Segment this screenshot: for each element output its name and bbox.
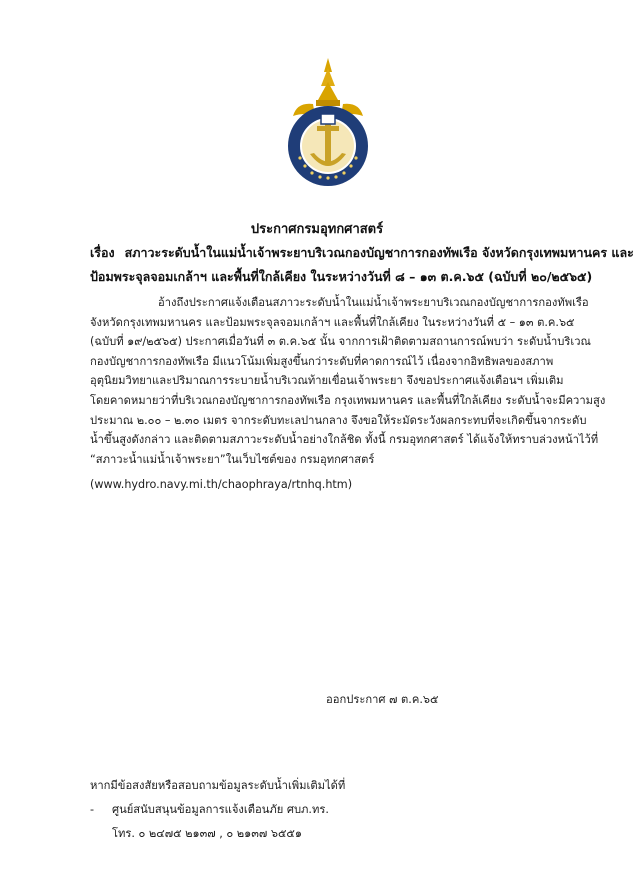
contact-center: ศูนย์สนับสนุนข้อมูลการแจ้งเตือนภัย ศบภ.ทร. bbox=[112, 803, 329, 816]
website-url: (www.hydro.navy.mi.th/chaophraya/rtnhq.htm) bbox=[90, 478, 353, 491]
issue-date: ออกประกาศ ๗ ต.ค.๖๕ bbox=[326, 693, 439, 706]
announcement-subject bbox=[90, 241, 634, 289]
subject-line-2: ป้อมพระจุลจอมเกล้าฯ และพื้นที่ใกล้เคียง ในระหว่างวันที่ ๘ – ๑๓ ต.ค.๖๕ (ฉบับที่ ๒๐/๒๕๖๕) bbox=[90, 269, 593, 284]
body-line: น้ำขึ้นสูงดังกล่าว และติดตามสภาวะระดับน้ำอย่างใกล้ชิด ทั้งนี้ กรมอุทกศาสตร์ ได้แจ้งให้ทราบล่วงหน้าไว้ที่ bbox=[90, 433, 599, 447]
subject-text-1: สภาวะระดับน้ำในแม่น้ำเจ้าพระยาบริเวณกองบัญชาการกองทัพเรือ จังหวัดกรุงเทพมหานคร และ bbox=[124, 245, 634, 260]
announcement-body bbox=[90, 293, 606, 469]
body-line: จังหวัดกรุงเทพมหานคร และป้อมพระจุลจอมเกล้าฯ และพื้นที่ใกล้เคียง ในระหว่างวันที่ ๕ – ๑๓ ต.ค.๖๕ bbox=[90, 315, 575, 329]
body-line: “สภาวะน้ำแม่น้ำเจ้าพระยา”ในเว็บไซต์ของ กรมอุทกศาสตร์ bbox=[90, 452, 375, 466]
contact-intro: หากมีข้อสงสัยหรือสอบถามข้อมูลระดับน้ำเพิ่มเติมได้ที่ bbox=[90, 779, 346, 792]
subject-line-1 bbox=[90, 241, 634, 265]
body-line: กองบัญชาการกองทัพเรือ มีแนวโน้มเพิ่มสูงขึ้นกว่าระดับที่คาดการณ์ไว้ เนื่องจากอิทธิพลของสภาพ bbox=[90, 354, 554, 368]
contact-info bbox=[90, 774, 345, 846]
contact-phone: โทร. ๐ ๒๔๗๕ ๒๑๓๗ , ๐ ๒๑๓๗ ๖๕๕๑ bbox=[112, 827, 302, 840]
body-line: ประมาณ ๒.๐๐ – ๒.๓๐ เมตร จากระดับทะเลปานกลาง จึงขอให้ระมัดระวังผลกระทบที่จะเกิดขึ้นจากระดับ bbox=[90, 413, 587, 427]
body-line: อ้างถึงประกาศแจ้งเตือนสภาวะระดับน้ำในแม่น้ำเจ้าพระยาบริเวณกองบัญชาการกองทัพเรือ bbox=[158, 296, 589, 309]
subject-label: เรื่อง bbox=[90, 245, 115, 260]
body-line: (ฉบับที่ ๑๙/๒๕๖๕) ประกาศเมื่อวันที่ ๓ ต.ค.๖๕ นั้น จากการเฝ้าติดตามสถานการณ์พบว่า ระดับน้ำบริเวณ bbox=[90, 335, 591, 349]
announcement-title: ประกาศกรมอุทกศาสตร์ bbox=[250, 222, 384, 237]
hydrographic-department-emblem-icon bbox=[283, 58, 373, 186]
body-line: โดยคาดหมายว่าที่บริเวณกองบัญชาการกองทัพเรือ กรุงเทพมหานคร และพื้นที่ใกล้เคียง ระดับน้ำจะมีความสูง bbox=[90, 393, 606, 407]
body-line: อุตุนิยมวิทยาและปริมาณการระบายน้ำบริเวณท้ายเขื่อนเจ้าพระยา จึงขอประกาศแจ้งเตือนฯ เพิ่มเติม bbox=[90, 374, 564, 388]
contact-center-line bbox=[90, 798, 345, 822]
bullet: - bbox=[90, 803, 95, 816]
